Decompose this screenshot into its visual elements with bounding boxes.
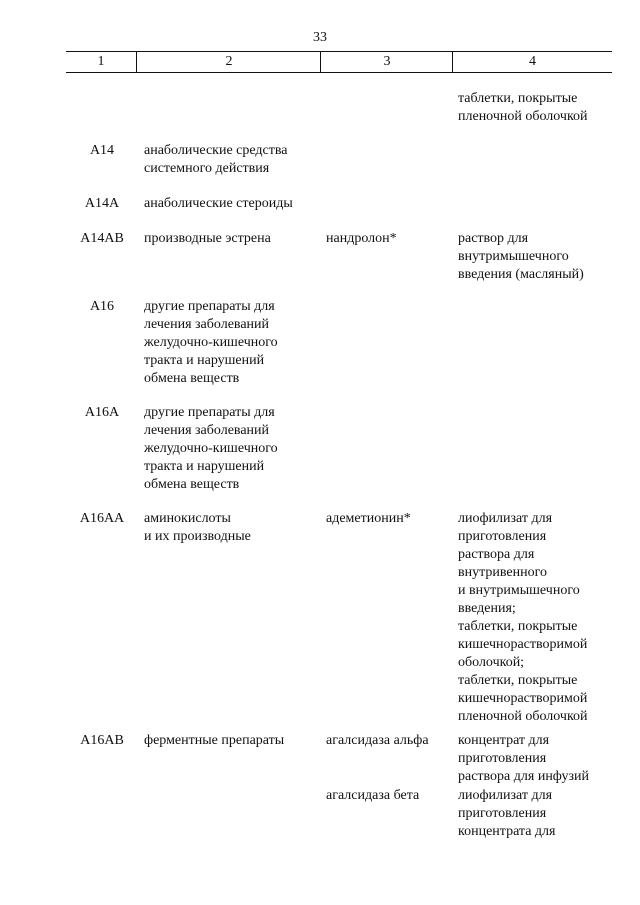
atc-group-name-line: тракта и нарушений (144, 353, 265, 368)
dosage-form (458, 510, 612, 726)
drug-substance (326, 230, 456, 248)
drug-substance (326, 510, 456, 528)
dosage-form-line: и внутримышечного (458, 583, 580, 598)
atc-group-name (144, 732, 320, 750)
dosage-form-line: кишечнорастворимой (458, 637, 588, 652)
dosage-form-line: пленочной оболочкой (458, 109, 588, 124)
dosage-form-line: кишечнорастворимой (458, 691, 588, 706)
drug-substance-line: нандролон* (326, 231, 397, 246)
atc-code: А16АВ (80, 733, 124, 748)
atc-code: А14А (84, 196, 120, 211)
atc-group-name (144, 510, 320, 546)
dosage-form-line: раствора для (458, 547, 535, 562)
dosage-form-line: введения (масляный) (458, 267, 584, 282)
dosage-form (458, 787, 612, 841)
atc-group-name-line: тракта и нарушений (144, 459, 265, 474)
atc-group-name-line: обмена веществ (144, 371, 240, 386)
atc-group-name-line: желудочно-кишечного (144, 335, 278, 350)
dosage-form-line: лиофилизат для (458, 788, 553, 803)
dosage-form (458, 230, 612, 284)
dosage-form-line: раствор для (458, 231, 529, 246)
dosage-form-line: таблетки, покрытые (458, 91, 578, 106)
header-col-4: 4 (452, 52, 612, 72)
dosage-form-line: концентрат для (458, 733, 550, 748)
atc-code: А16А (84, 405, 120, 420)
drug-substance-line: агалсидаза альфа (326, 733, 429, 748)
atc-group-name-line: другие препараты для (144, 299, 275, 314)
dosage-form-line: приготовления (458, 806, 547, 821)
dosage-form-line: таблетки, покрытые (458, 673, 578, 688)
drug-substance (326, 732, 456, 750)
atc-code: А14АВ (80, 231, 124, 246)
header-col-3: 3 (320, 52, 453, 72)
header-col-1: 1 (97, 54, 105, 69)
dosage-form-line: введения; (458, 601, 516, 616)
dosage-form (458, 90, 612, 126)
table-header (66, 51, 612, 73)
atc-group-name-line: и их производные (144, 529, 251, 544)
atc-group-name-line: производные эстрена (144, 231, 271, 246)
atc-group-name-line: желудочно-кишечного (144, 441, 278, 456)
atc-group-name-line: системного действия (144, 161, 270, 176)
atc-code: А16АА (79, 511, 125, 526)
dosage-form-line: приготовления (458, 529, 547, 544)
page-number: 33 (313, 30, 327, 45)
header-col-2: 2 (136, 52, 321, 72)
dosage-form-line: раствора для инфузий (458, 769, 590, 784)
dosage-form-line: внутримышечного (458, 249, 569, 264)
drug-substance-line: агалсидаза бета (326, 788, 420, 803)
atc-group-name-line: анаболические средства (144, 143, 288, 158)
atc-group-name-line: другие препараты для (144, 405, 275, 420)
atc-group-name (144, 195, 320, 213)
atc-code: А14 (89, 143, 115, 158)
atc-group-name-line: лечения заболеваний (144, 317, 270, 332)
dosage-form (458, 732, 612, 786)
drug-substance-line: адеметионин* (326, 511, 411, 526)
atc-group-name (144, 298, 320, 388)
atc-group-name (144, 230, 320, 248)
atc-group-name-line: обмена веществ (144, 477, 240, 492)
atc-group-name (144, 142, 320, 178)
dosage-form-line: приготовления (458, 751, 547, 766)
atc-group-name-line: ферментные препараты (144, 733, 285, 748)
atc-group-name-line: анаболические стероиды (144, 196, 293, 211)
dosage-form-line: концентрата для (458, 824, 556, 839)
dosage-form-line: внутривенного (458, 565, 548, 580)
dosage-form-line: таблетки, покрытые (458, 619, 578, 634)
atc-group-name-line: лечения заболеваний (144, 423, 270, 438)
atc-group-name-line: аминокислоты (144, 511, 231, 526)
dosage-form-line: лиофилизат для (458, 511, 553, 526)
atc-code: А16 (89, 299, 115, 314)
dosage-form-line: пленочной оболочкой (458, 709, 588, 724)
dosage-form-line: оболочкой; (458, 655, 525, 670)
atc-group-name (144, 404, 320, 494)
drug-substance (326, 787, 456, 805)
